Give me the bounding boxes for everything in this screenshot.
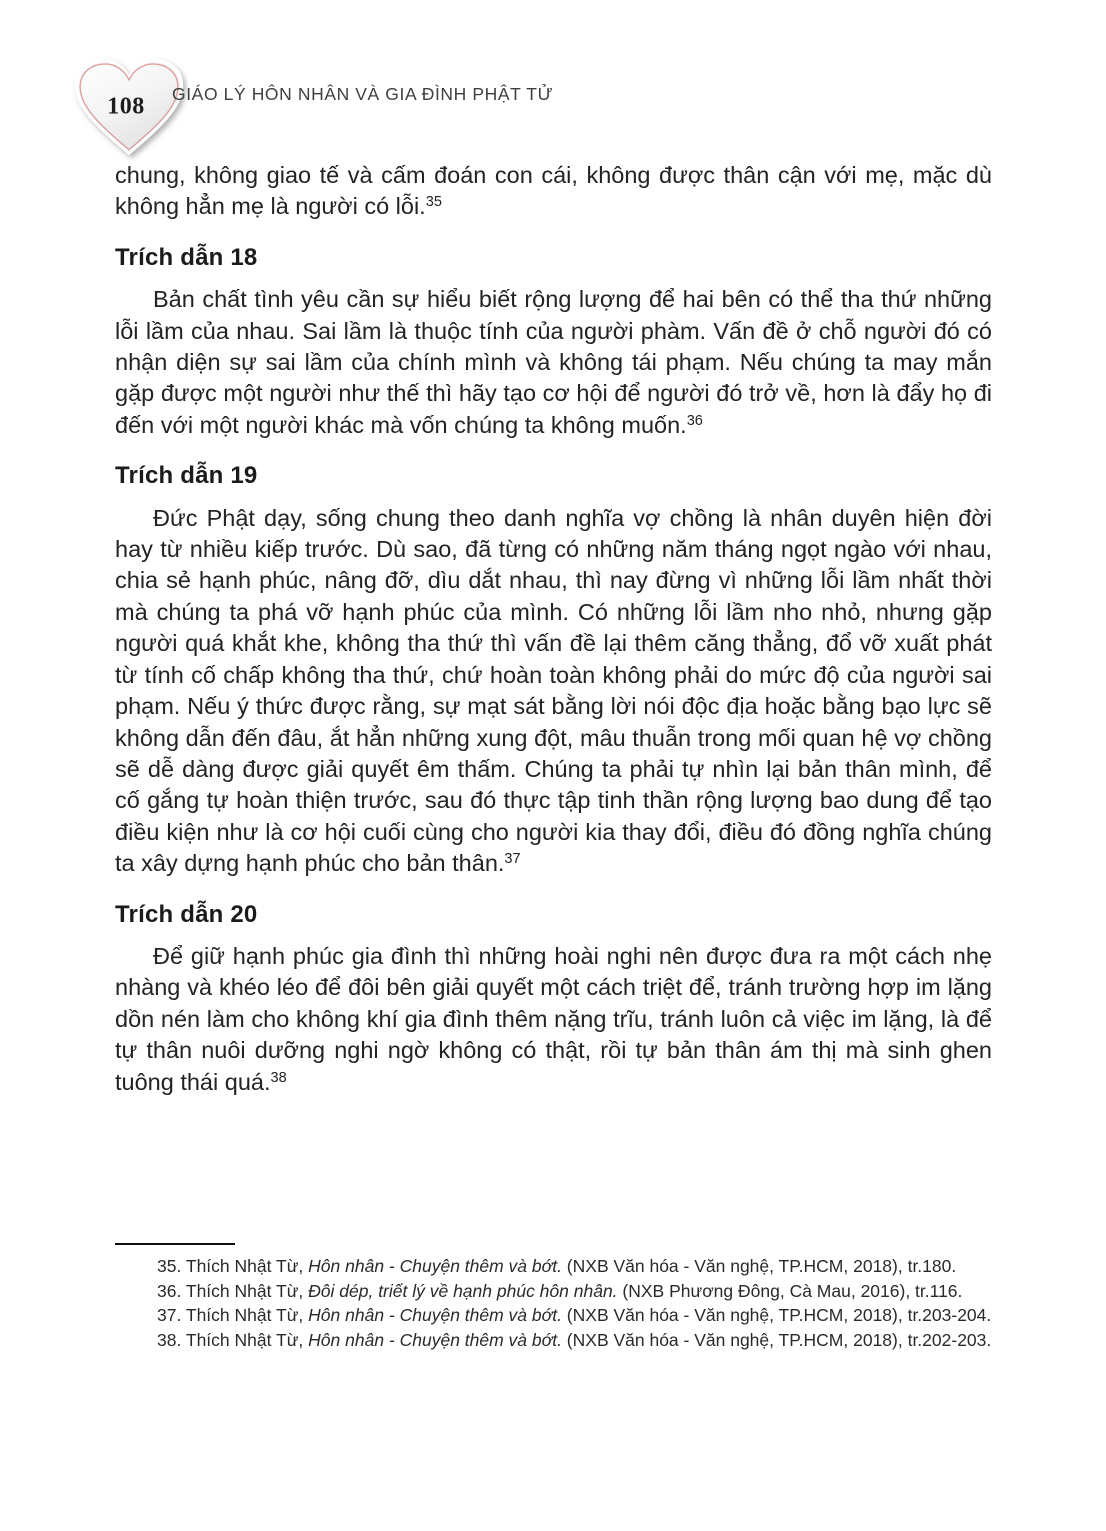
footnote-suffix: (NXB Phương Đông, Cà Mau, 2016), tr.116.: [617, 1280, 963, 1301]
page-number: 108: [107, 93, 145, 120]
footnote-prefix: 37. Thích Nhật Từ,: [157, 1305, 309, 1325]
footnote-ref-38: 38: [270, 1069, 287, 1086]
footnote-suffix: (NXB Văn hóa - Văn nghệ, TP.HCM, 2018), tr.180.: [561, 1256, 957, 1276]
footnote-ref-36: 36: [686, 412, 703, 429]
running-title: GIÁO LÝ HÔN NHÂN VÀ GIA ĐÌNH PHẬT TỬ: [172, 84, 554, 104]
page-header: [0, 0, 1106, 165]
footnote-prefix: 38. Thích Nhật Từ,: [157, 1329, 309, 1350]
paragraph-text: chung, không giao tế và cấm đoán con cái, không được thân cận với mẹ, mặc dù không hẳn mẹ là người có lỗi.: [115, 162, 992, 220]
footnote-ref-35: 35: [425, 194, 442, 211]
page-number-badge: [70, 56, 188, 162]
footnote-separator: [115, 1243, 235, 1245]
footnote-36: [115, 1279, 992, 1304]
footnote-38: [115, 1328, 992, 1353]
section-heading-trich-dan-19: Trích dẫn 19: [115, 462, 258, 490]
footnote-prefix: 35. Thích Nhật Từ,: [157, 1256, 309, 1276]
paragraph-continued: [115, 160, 992, 223]
paragraph-text: Bản chất tình yêu cần sự hiểu biết rộng lượng để hai bên có thể tha thứ những lỗi lầm của nhau. Sai lầm là thuộc tính của người phàm. Vấn đề ở chỗ người đó có nhận diện sự sai lầm của chính mình và không tái phạm. Nếu chúng ta may mắn gặp được một người như thế thì hãy tạo cơ hội để người đó trở về, hơn là đẩy họ đi đến với một người khác mà vốn chúng ta không muốn.: [115, 286, 992, 438]
footnote-book-title: Đôi dép, triết lý về hạnh phúc hôn nhân.: [308, 1280, 618, 1301]
paragraph-trich-dan-20: [115, 941, 992, 1098]
footnote-35: [115, 1254, 992, 1279]
footnote-37: [115, 1303, 992, 1328]
paragraph-trich-dan-19: [115, 503, 992, 880]
footnote-book-title: Hôn nhân - Chuyện thêm và bớt.: [308, 1256, 562, 1276]
section-heading-trich-dan-18: Trích dẫn 18: [115, 243, 258, 271]
paragraph-text: Đức Phật dạy, sống chung theo danh nghĩa vợ chồng là nhân duyên hiện đời hay từ nhiều kiếp trước. Dù sao, đã từng có những năm tháng ngọt ngào với nhau, chia sẻ hạnh phúc, nâng đỡ, dìu dắt nhau, thì nay đừng vì những lỗi lầm nhất thời mà chúng ta phá vỡ hạnh phúc của mình. Có những lỗi lầm nho nhỏ, nhưng gặp người quá khắt khe, không tha thứ thì vấn đề lại thêm căng thẳng, đổ vỡ xuất phát từ tính cố chấp không tha thứ, chứ hoàn toàn không phải do mức độ của người sai phạm. Nếu ý thức được rằng, sự mạt sát bằng lời nói độc địa hoặc bằng bạo lực sẽ không dẫn đến đâu, ắt hẳn những xung đột, mâu thuẫn trong mối quan hệ vợ chồng sẽ dễ dàng được giải quyết êm thấm. Chúng ta phải tự nhìn lại bản thân mình, để cố gắng tự hoàn thiện trước, sau đó thực tập tinh thần rộng lượng bao dung để tạo điều kiện như là cơ hội cuối cùng cho người kia thay đổi, điều đó đồng nghĩa chúng ta xây dựng hạnh phúc cho bản thân.: [115, 504, 992, 877]
footnote-suffix: (NXB Văn hóa - Văn nghệ, TP.HCM, 2018), tr.203-204.: [561, 1305, 992, 1325]
footnote-prefix: 36. Thích Nhật Từ,: [157, 1280, 309, 1301]
footnote-suffix: (NXB Văn hóa - Văn nghệ, TP.HCM, 2018), tr.202-203.: [561, 1329, 992, 1350]
footnote-book-title: Hôn nhân - Chuyện thêm và bớt.: [308, 1329, 562, 1350]
footnote-ref-37: 37: [504, 851, 521, 868]
section-heading-trich-dan-20: Trích dẫn 20: [115, 900, 258, 928]
paragraph-trich-dan-18: [115, 284, 992, 441]
page-content: [115, 160, 992, 1098]
footnote-book-title: Hôn nhân - Chuyện thêm và bớt.: [308, 1305, 562, 1325]
paragraph-text: Để giữ hạnh phúc gia đình thì những hoài nghi nên được đưa ra một cách nhẹ nhàng và khéo léo để đôi bên giải quyết một cách triệt để, tránh trường hợp im lặng dồn nén làm cho không khí gia đình thêm nặng trĩu, tránh luôn cả việc im lặng, là để tự thân nuôi dưỡng nghi ngờ không có thật, rồi tự bản thân ám thị mà sinh ghen tuông thái quá.: [115, 942, 992, 1095]
footnotes-section: [115, 1243, 992, 1352]
